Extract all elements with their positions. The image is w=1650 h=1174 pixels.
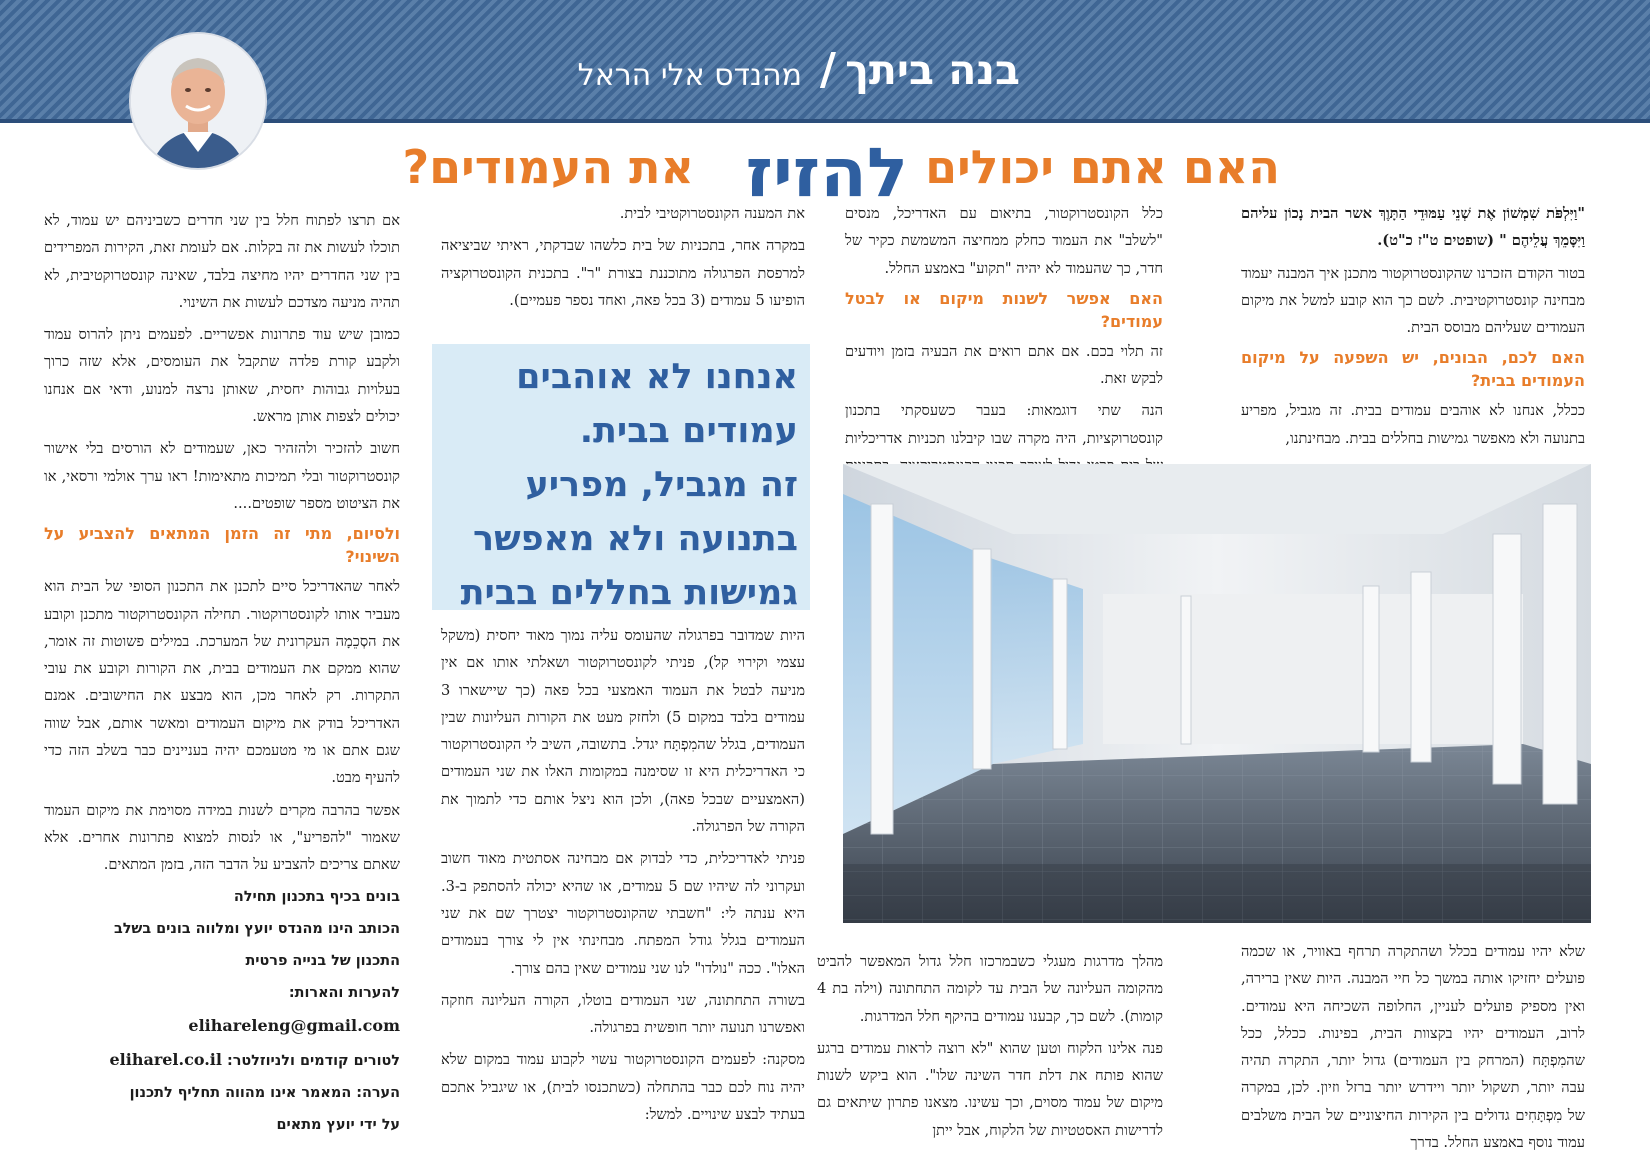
article-column-1 (1241, 200, 1585, 457)
paragraph: פנה אלינו הלקוח וטען שהוא "לא רוצה לראות עמודים ברגע שהוא פותח את דלת חדר השינה שלו". הוא ביקש לשנות מיקום של עמוד מסוים, וכך עשינו. מצאנו פתרון שיתאים גם לדרישות האסטטיות של הלקוח, אבל ייתן (817, 1039, 1163, 1139)
paragraph: פניתי לאדריכלית, כדי לבדוק אם מבחינה אסתטית מאוד חשוב ועקרוני לה שיהיו שם 5 עמודים, או שהיא יכולה להסתפק ב-3. היא ענתה לי: "חשבתי שהקונסטרוקטור יצטרך שם את שני העמודים בגלל גודל המפתח. מבחינתי אין לי צורך בעמודים האלו". ככה "נולדו" לנו שני עמודים שאין בהם צורך. (441, 850, 805, 977)
article-column-4 (44, 207, 400, 1144)
author-portrait-image (131, 34, 265, 168)
paragraph: במקרה אחר, בתכניות של בית כלשהו שבדקתי, ראיתי שביציאה למרפסת הפרגולה מתוכננת בצורת "ר". בתכנית הקונסטרוקציה הופיעו 5 עמודים (3 בכל פאה, ואחד נספר פעמיים). (441, 237, 805, 309)
disclaimer: על ידי יועץ מתאים (276, 1116, 400, 1133)
contact-line (44, 980, 400, 1007)
paragraph: את המענה הקונסטרוקטיבי לבית. (619, 205, 805, 222)
article-photo-colonnade-hall (843, 464, 1591, 923)
pull-quote (432, 344, 810, 613)
colonnade-hall-image (843, 464, 1591, 923)
pull-quote-line: עמודים בבית. (579, 411, 798, 451)
paragraph: שלא יהיו עמודים בכלל ושהתקרה תרחף באוויר, או שכמה פועלים יחזיקו אותה במשך כל חיי המבנה. היות שאין ברירה, ואין מספיק פועלים לעניין, החלופה השכיחה היא עמודים. לרוב, העמודים יהיו בקצוות הבית, בפינות. ככלל, ככל שהמִפְתָּח (המרחק בין העמודים) גדול יותר, התקרה תהיה עבה יותר, תשקול יותר ויידרש יותר ברזל וזיון. לכן, במקרה של מִפְתָּחִים גדולים בין הקירות החיצוניים של הבית משלבים עמוד נוסף באמצע החלל. בדרך (1241, 943, 1585, 1152)
paragraph: אם תרצו לפתוח חלל בין שני חדרים כשביניהם יש עמוד, לא תוכלו לעשות את זה בקלות. אם לעומת זאת, הקירות המפרידים בין שני החדרים יהיו מחיצה בלבד, שאינה קונסטרוקטיבית, לא תהיה מניעה מצדכם לעשות את השינוי. (44, 212, 400, 311)
contact-label: להערות והארות: (288, 984, 400, 1001)
author-email-link[interactable]: elihareleng@gmail.com (188, 1015, 400, 1035)
email-line (44, 1012, 400, 1041)
author-bio: הכותב הינו מהנדס יועץ ומלווה בונים בשלב (113, 920, 400, 937)
article-column-2-bottom (817, 948, 1163, 1149)
author-website-link[interactable]: eliharel.co.il (109, 1049, 222, 1069)
headline-part-1: האם אתם יכולים (925, 140, 1280, 194)
paragraph: הנה שתי דוגמאות: בעבר כשעסקתי בתכנון קונסטרוקציות, היה מקרה שבו קיבלנו תכניות אדריכליות (845, 402, 1163, 447)
paragraph: היות שמדובר בפרגולה שהעומס עליה נמוך מאוד יחסית (משקל עצמי וקירוי קל), פניתי לקונסטרוקטור ושאלתי אותו אם אין מניעה לבטל את העמוד האמצעי בכל פאה (כך שיישארו 3 עמודים בלבד במקום 5) ולחזק מעט את הקורות העליונות שבין העמודים, בגלל שהמִפְתָּח יגדל. בתשובה, השיב לי הקונסטרוקטור כי האדריכלית היא זו שסימנה במקומות האלו את שני העמודים (האמצעיים שבכל פאה), ולכן הוא ניצל אותם כדי לתמוך את הקורה של הפרגולה. (441, 627, 805, 836)
paragraph: מסקנה: לפעמים הקונסטרוקטור עשוי לקבוע עמוד במקום שלא יהיה נוח לכם כבר בהתחלה (כשתכנסו לבית), או שיגביל אתכם בעתיד לבצע שינויים. למשל: (441, 1051, 805, 1124)
paragraph: חשוב להזכיר ולהזהיר כאן, שעמודים לא הורסים בלי אישור קונסטרוקטור ובלי תמיכות מתאימות! ראו ערך אולמי ורסאי, או את הציטוט מספר שופטים.... (44, 440, 400, 512)
author-name: מהנדס אלי הראל (577, 58, 802, 93)
paragraph: בטור הקודם הזכרנו שהקונסטרוקטור מתכנן איך המבנה יעמוד מבחינה קונסטרוקטיבית. לשם כך הוא קובע למשל את מיקום העמודים שעליהם מבוסס הבית. (1241, 264, 1585, 337)
paragraph: בשורה התחתונה, שני העמודים בוטלו, הקורה העליונה חוזקה ואפשרנו תנועה יותר חופשית בפרגולה. (441, 991, 805, 1037)
title-separator: / (819, 44, 836, 95)
article-column-3-bottom (441, 622, 805, 1133)
opening-quote: "וַיִּלְפֹּת שִׁמְשׁוֹן אֶת שְׁנֵי עַמּוּדֵי הַתָּוֶךְ אשר הבית נָכוֹן עליהם וַיִּסָּמֵךְ עֲלֵיהֶם " (שופטים ט"ז כ"ט). (1241, 205, 1585, 250)
subheading-question: ולסיום, מתי זה הזמן המתאים להצביע על השינוי? (44, 524, 400, 567)
headline-emphasis: להזיז (745, 134, 908, 213)
headline-part-3: את העמודים? (402, 140, 694, 194)
pull-quote-line: אנחנו לא אוהבים (516, 357, 798, 397)
paragraph: מהלך מדרגות מעגלי כשבמרכזו חלל גדול המאפשר להביט מהקומה העליונה של הבית עד לקומה התחתונה (וילה בת 4 קומות). לשם כך, קבענו עמודים בהיקף חלל המדרגות. (817, 953, 1163, 1025)
paragraph: זה תלוי בכם. אם אתם רואים את הבעיה בזמן ויודעים לבקש זאת. (845, 342, 1163, 388)
paragraph: כלל הקונסטרוקטור, בתיאום עם האדריכל, מנסים "לשלב" את העמוד כחלק ממחיצה המשמשת כקיר של חדר, כך שהעמוד לא יהיה "תקוע" באמצע החלל. (845, 205, 1163, 277)
website-label: לטורים קודמים ולניוזלטר: (226, 1052, 400, 1069)
author-photo (131, 34, 265, 168)
paragraph: לאחר שהאדריכל סיים לתכנן את התכנון הסופי של הבית הוא מעביר אותו לקונסטרוקטור. תחילה הקונסטרוקטור מתכנן וקובע את הסְכֵמָה העקרונית של המערכת. במילים פשוטות זה אומר, שהוא ממקם את העמודים בבית, את הקורות וקובע את עובי התקרות. רק לאחר מכן, הוא מבצע את החישובים. אמנם האדריכל בודק את מיקום העמודים ומאשר אותם, אבל שווה שגם אתם או מי מטעמכם יהיה בעניינים כבר בשלב הזה כדי להעיף מבט. (44, 578, 400, 787)
paragraph: כמובן שיש עוד פתרונות אפשריים. לפעמים ניתן להרוס עמוד ולקבע קורת פלדה שתקבל את העומסים, אלא שזה כרוך בעלויות גבוהות יחסית, שאותן נרצה למנוע, ודאי אם אנחנו יכולים לצפות אותן מראש. (44, 326, 400, 426)
paragraph: אפשר בהרבה מקרים לשנות במידה מסוימת את מיקום העמוד שאמור "להפריע", או לנסות למצוא פתרונות אחרים. אלא שאתם צריכים להצביע על הדבר הזה, בזמן המתאים. (44, 801, 400, 874)
pull-quote-line: גמישות בחללים בבית (460, 573, 798, 613)
pull-quote-line: בתנועה ולא מאפשר (473, 519, 798, 559)
website-line (44, 1046, 400, 1075)
section-title: בנה ביתך (845, 46, 1020, 94)
article-column-3 (441, 200, 805, 319)
subheading-question: האם אפשר לשנות מיקום או לבטל עמודים? (845, 288, 1163, 331)
paragraph: ככלל, אנחנו לא אוהבים עמודים בבית. זה מגביל, מפריע בתנועה ולא מאפשר גמישות בחללים בבית. מבחינתנו, (1241, 402, 1585, 447)
author-signoff: בונים בכיף בתכנון תחילה (233, 888, 400, 905)
author-bio: התכנון של בנייה פרטית (245, 952, 400, 969)
article-column-1-bottom (1241, 938, 1585, 1161)
subheading-question: האם לכם, הבונים, יש השפעה על מיקום העמודים בבית? (1241, 348, 1585, 391)
disclaimer: הערה: המאמר אינו מהווה תחליף לתכנון (129, 1084, 400, 1101)
pull-quote-line: זה מגביל, מפריע (525, 465, 798, 505)
